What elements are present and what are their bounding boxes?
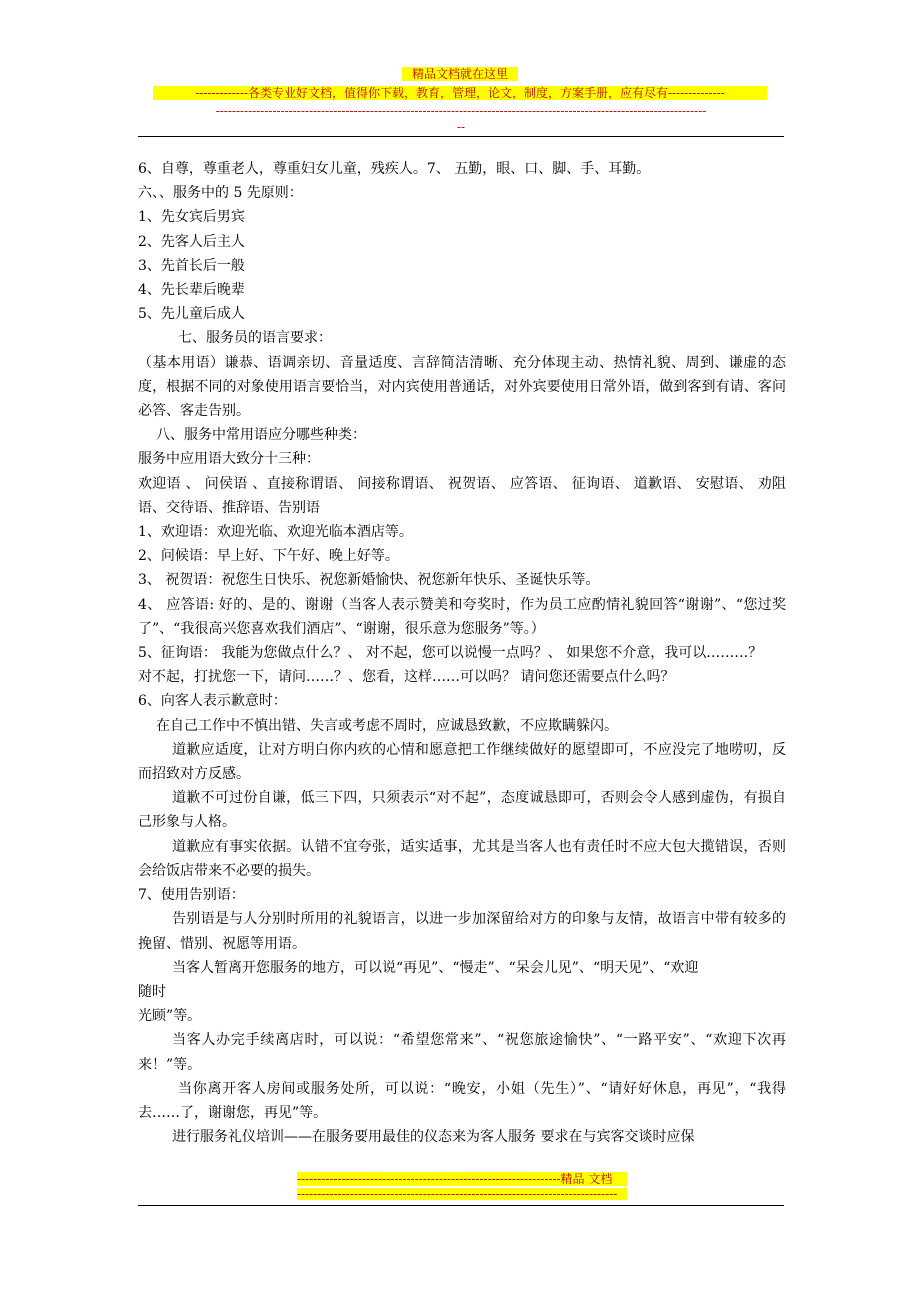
- paragraph: 6、自尊，尊重老人，尊重妇女儿童，残疾人。7、 五勤，眼、口、脚、手、耳勤。: [138, 161, 651, 177]
- paragraph: 随时: [138, 983, 166, 1000]
- header-tagline: -------------各类专业好文档，值得你下载，教育，管理，论文，制度，方案手册，应有尽有--------------: [153, 86, 767, 100]
- list-item: 1、欢迎语：欢迎光临、欢迎光临本酒店等。: [138, 524, 413, 541]
- paragraph: 道歉应有事实依据。认错不宜夸张，适实适事，尤其是当客人也有责任时不应大包大揽错误，否则会给饭店带来不必要的损失。: [138, 838, 786, 879]
- paragraph: 当你离开客人房间或服务处所，可以说：“晚安，小姐（先生）”、“请好好休息，再见”，“我得去……了，谢谢您，再见”等。: [138, 1080, 786, 1121]
- document-body: [138, 157, 786, 1149]
- paragraph: 道歉不可过份自谦，低三下四，只须表示“对不起”，态度诚恳即可，否则会令人感到虚伪，有损自己形象与人格。: [138, 790, 786, 831]
- list-item: 5、先儿童后成人: [138, 306, 245, 323]
- footer-rule: [138, 1205, 784, 1206]
- footer-dash-line: -------------------------------------------------------------------------------: [297, 1188, 627, 1200]
- paragraph: 对不起，打扰您一下，请问……？、您看，这样……可以吗？ 请问您还需要点什么吗？: [138, 669, 675, 686]
- paragraph: 当客人暂离开您服务的地方，可以说“再见”、“慢走”、“呆会儿见”、“明天见”、“欢迎: [172, 959, 699, 976]
- list-item: 5、征询语： 我能为您做点什么？、 对不起，您可以说慢一点吗？、 如果您不介意，我可以………？: [138, 645, 763, 662]
- list-item: 3、 祝贺语：祝您生日快乐、祝您新婚愉快、祝您新年快乐、圣诞快乐等。: [138, 572, 600, 589]
- paragraph: 在自己工作中不慎出错、失言或考虑不周时，应诚恳致歉，不应欺瞒躲闪。: [156, 717, 618, 734]
- header-title: 精品文档就在这里: [402, 67, 518, 81]
- section-heading: 八、服务中常用语应分哪些种类：: [156, 427, 366, 444]
- section-heading: 六、、服务中的 5 先原则：: [138, 185, 303, 202]
- paragraph: 光顾”等。: [138, 1008, 202, 1025]
- header-dash-line: -------------------------------------------------------------------------------------------------------------------------: [215, 104, 707, 118]
- header-rule: [138, 136, 784, 137]
- paragraph: （基本用语）谦恭、语调亲切、音量适度、言辞简洁清晰、充分体现主动、热情礼貌、周到、谦虚的态度，根据不同的对象使用语言要恰当，对内宾使用普通话，对外宾要使用日常外语，做到客到有请、客问必答、客走告别。: [138, 354, 786, 420]
- paragraph: 道歉应适度，让对方明白你内疚的心情和愿意把工作继续做好的愿望即可，不应没完了地唠叨，反而招致对方反感。: [138, 741, 786, 783]
- header-dash-tail: --: [456, 120, 466, 134]
- list-item: 1、先女宾后男宾: [138, 209, 245, 226]
- list-item: 2、问候语：早上好、下午好、晚上好等。: [138, 548, 399, 565]
- paragraph: 当客人办完手续离店时，可以说：“希望您常来”、“祝您旅途愉快”、“一路平安”、“欢迎下次再来！”等。: [138, 1032, 786, 1073]
- list-item: 7、使用告别语：: [138, 887, 245, 904]
- paragraph: 欢迎语 、 问侯语 、直接称谓语、 间接称谓语、 祝贺语、 应答语、 征询语、 道歉语、 安慰语、 劝阻语、交待语、推辞语、告别语: [138, 475, 786, 516]
- paragraph: 告别语是与人分别时所用的礼貌语言，以进一步加深留给对方的印象与友情，故语言中带有较多的挽留、惜别、祝愿等用语。: [138, 911, 786, 952]
- list-item: 4、 应答语: 好的、是的、谢谢（当客人表示赞美和夸奖时，作为员工应酌情礼貌回答“谢谢”、“您过奖了”、“我很高兴您喜欢我们酒店”、“谢谢，很乐意为您服务”等。）: [138, 596, 786, 637]
- paragraph: 进行服务礼仪培训——在服务要用最佳的仪态来为客人服务 要求在与宾客交谈时应保: [172, 1129, 695, 1146]
- list-item: 2、先客人后主人: [138, 233, 245, 250]
- footer-line: -----------------------------------------------------------------精品 文档: [297, 1172, 627, 1186]
- list-item: 6、向客人表示歉意时：: [138, 693, 287, 710]
- section-heading: 七、服务员的语言要求：: [178, 330, 332, 347]
- list-item: 4、先长辈后晚辈: [138, 282, 245, 299]
- list-item: 3、先首长后一般: [138, 257, 245, 274]
- paragraph: 服务中应用语大致分十三种：: [138, 451, 320, 468]
